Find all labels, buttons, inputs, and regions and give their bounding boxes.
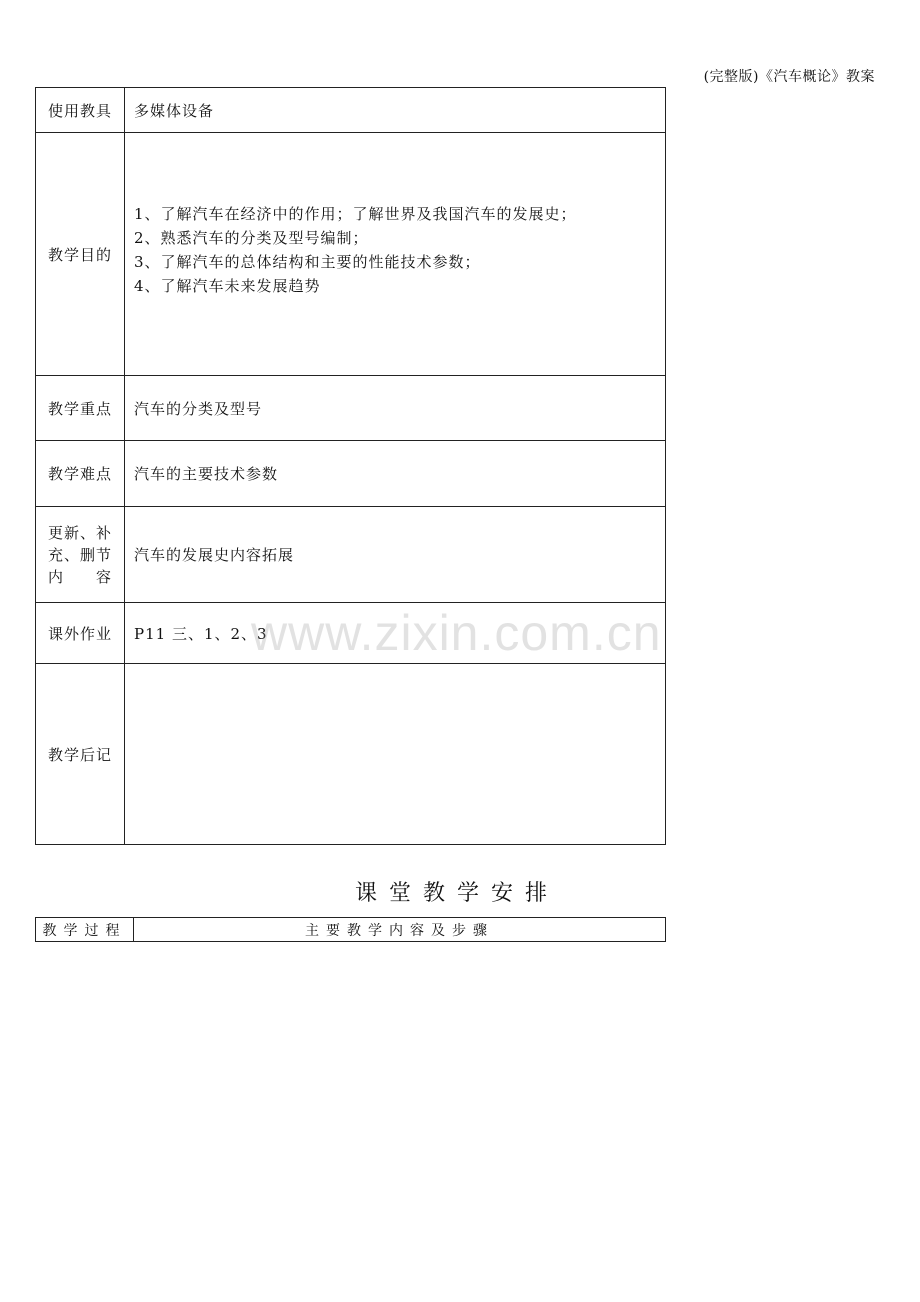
objective-line-2: 2、熟悉汽车的分类及型号编制； bbox=[134, 229, 369, 247]
section-title: 课堂教学安排 bbox=[355, 881, 560, 906]
row-value-key-points: 汽车的分类及型号 bbox=[125, 376, 666, 441]
updates-label-line-2: 充、删节 bbox=[47, 545, 112, 564]
table-row bbox=[36, 507, 666, 603]
row-label-updates bbox=[36, 507, 125, 603]
document-header: (完整版)《汽车概论》教案 bbox=[703, 69, 875, 85]
row-label-difficulties: 教学难点 bbox=[36, 441, 125, 507]
table-row bbox=[36, 664, 666, 845]
objective-line-1: 1、了解汽车在经济中的作用；了解世界及我国汽车的发展史； bbox=[134, 205, 577, 223]
process-header-col2: 主要教学内容及步骤 bbox=[134, 918, 666, 942]
table-row bbox=[36, 441, 666, 507]
table-row bbox=[36, 918, 666, 942]
process-header-col1: 教学过程 bbox=[36, 918, 134, 942]
lesson-info-table bbox=[35, 87, 666, 845]
row-label-homework: 课外作业 bbox=[36, 603, 125, 664]
process-table bbox=[35, 917, 666, 942]
row-value-updates: 汽车的发展史内容拓展 bbox=[125, 507, 666, 603]
table-row bbox=[36, 133, 666, 376]
row-label-key-points: 教学重点 bbox=[36, 376, 125, 441]
table-row bbox=[36, 88, 666, 133]
row-value-homework: P11 三、1、2、3 bbox=[125, 603, 666, 664]
row-label-teaching-objectives: 教学目的 bbox=[36, 133, 125, 376]
row-value-teaching-objectives bbox=[125, 133, 666, 376]
row-value-difficulties: 汽车的主要技术参数 bbox=[125, 441, 666, 507]
updates-label-line-3: 内 容 bbox=[47, 567, 112, 586]
row-label-teaching-aids: 使用教具 bbox=[36, 88, 125, 133]
table-row bbox=[36, 376, 666, 441]
row-value-teaching-aids: 多媒体设备 bbox=[125, 88, 666, 133]
row-label-teaching-notes: 教学后记 bbox=[36, 664, 125, 845]
row-value-teaching-notes bbox=[125, 664, 666, 845]
watermark: www.zixin.com.cn bbox=[251, 605, 662, 661]
objective-line-4: 4、了解汽车未来发展趋势 bbox=[134, 277, 321, 295]
updates-label-line-1: 更新、补 bbox=[47, 523, 112, 542]
objective-line-3: 3、了解汽车的总体结构和主要的性能技术参数； bbox=[134, 253, 481, 271]
